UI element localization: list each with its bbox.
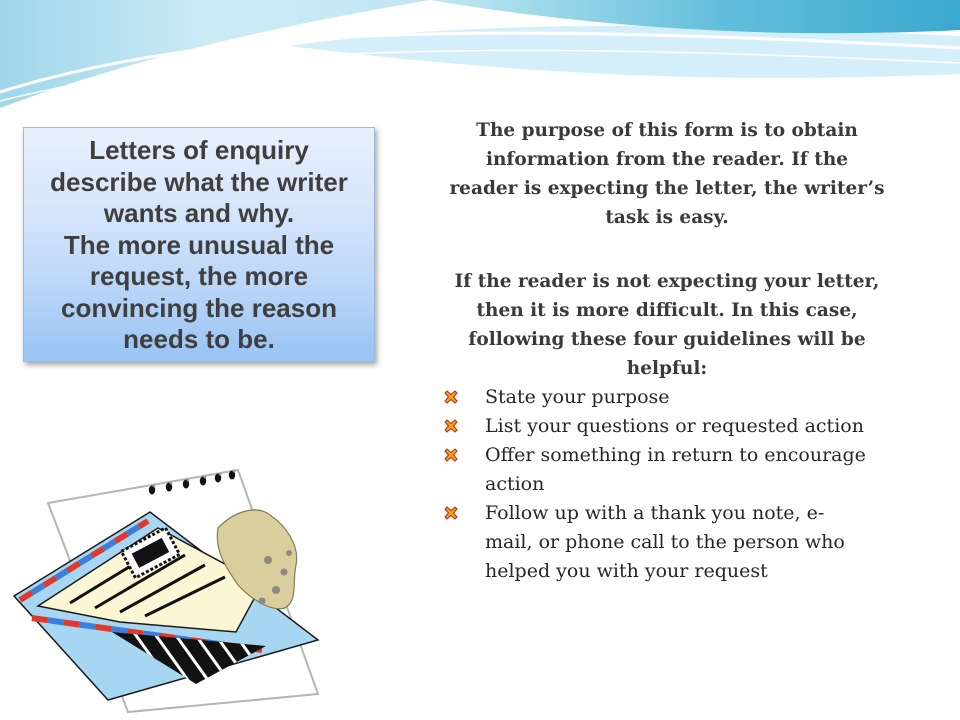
list-item-text: State your purpose [485, 386, 670, 408]
paragraph-line: following these four guidelines will be [468, 329, 866, 350]
paragraph-line: The purpose of this form is to obtain [476, 120, 858, 141]
callout-line: convincing the reason [61, 292, 337, 323]
paragraph-line: helpful: [626, 358, 708, 379]
list-item [440, 383, 910, 412]
list-item-text: List your questions or requested action [485, 415, 864, 437]
callout-line: describe what the writer [50, 166, 348, 197]
list-item [440, 441, 910, 499]
callout-line: wants and why. [103, 198, 295, 228]
callout-text [24, 135, 374, 356]
callout-line: The more unusual the [63, 229, 335, 260]
list-item-text: mail, or phone call to the person who [485, 531, 845, 553]
x-mark-icon [444, 419, 458, 433]
x-mark-icon [444, 448, 458, 462]
paragraph-line: then it is more difficult. In this case, [476, 300, 858, 321]
paragraph-line: task is easy. [605, 207, 729, 228]
letters-envelope-clipart [14, 470, 318, 712]
x-mark-icon [444, 506, 458, 520]
guidelines-list [440, 383, 910, 586]
list-item [440, 412, 910, 441]
list-item-text: Follow up with a thank you note, e- [485, 502, 825, 524]
intro-paragraph [420, 116, 914, 232]
paragraph-line: information from the reader. If the [485, 149, 849, 170]
x-mark-icon [444, 390, 458, 404]
callout-line: Letters of enquiry [89, 135, 309, 165]
list-item [440, 499, 910, 586]
callout-line: request, the more [89, 261, 309, 291]
wave-decoration [0, 0, 960, 108]
list-item-text: Offer something in return to encourage [485, 444, 866, 466]
paragraph-line: If the reader is not expecting your letter, [454, 271, 880, 292]
callout-line: needs to be. [123, 324, 275, 354]
list-item-text: helped you with your request [485, 560, 768, 582]
paragraph-line: reader is expecting the letter, the writer’s [449, 178, 885, 199]
callout-box [23, 127, 375, 362]
list-item-text: action [485, 473, 545, 495]
context-paragraph [420, 267, 914, 383]
